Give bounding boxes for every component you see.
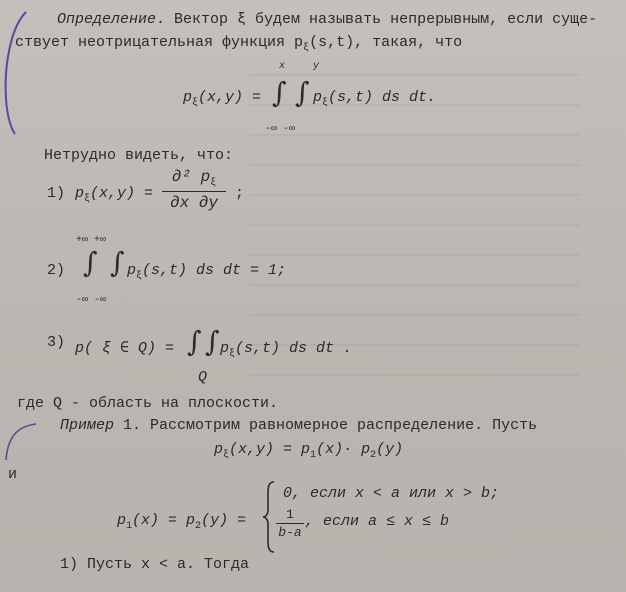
last-line: 1) Пусть x < a. Тогда bbox=[60, 556, 250, 573]
margin-pencil-mark-top bbox=[0, 8, 30, 138]
easy-to-see-text: Нетрудно видеть, что: bbox=[44, 147, 234, 164]
item3-lhs: p( ξ ∈ Q) = bbox=[75, 340, 175, 357]
item1-p: p bbox=[75, 185, 85, 202]
upper-limit-y: y bbox=[313, 61, 320, 72]
item1-tail: ; bbox=[235, 185, 245, 202]
item2-integrand bbox=[127, 262, 286, 285]
example-mid: (x)· p bbox=[316, 441, 371, 458]
item3-integral-1: ∫ bbox=[187, 325, 202, 358]
example-term: Пример bbox=[60, 417, 115, 434]
definition-line-2 bbox=[15, 34, 462, 57]
main-lhs-sub: ξ bbox=[192, 98, 199, 109]
pw-sub1: 1 bbox=[126, 521, 133, 532]
pw-frac-num: 1 bbox=[286, 507, 294, 522]
definition-sub: ξ bbox=[303, 43, 310, 54]
example-end: (y) bbox=[376, 441, 404, 458]
definition-text-2-tail: (s,t), такая, что bbox=[309, 34, 463, 51]
definition-text-2: ствует неотрицательная функция p bbox=[15, 34, 304, 51]
item1-numerator bbox=[162, 168, 226, 189]
piecewise-lhs bbox=[117, 512, 246, 535]
main-integrand-p: p bbox=[313, 89, 323, 106]
item1-numerator-text: ∂² p bbox=[171, 168, 211, 186]
example-p1-sub: 1 bbox=[310, 450, 317, 461]
lower-limits: -∞ -∞ bbox=[265, 124, 296, 135]
item1-fraction bbox=[162, 168, 226, 212]
piecewise-fraction bbox=[276, 507, 304, 540]
definition-term: Определение bbox=[57, 11, 157, 28]
margin-pencil-mark-bottom bbox=[0, 420, 40, 480]
integral-sign-1: ∫ bbox=[272, 76, 287, 109]
item3-number: 3) bbox=[47, 334, 66, 351]
and-word: и bbox=[8, 466, 18, 483]
piecewise-case-1: 0, если x < a или x > b; bbox=[283, 485, 500, 502]
example-rest: (x,y) = p bbox=[229, 441, 311, 458]
example-p: p bbox=[214, 441, 224, 458]
piecewise-brace bbox=[261, 480, 277, 554]
item3-integral-2: ∫ bbox=[205, 325, 220, 358]
example-line bbox=[60, 417, 537, 434]
pw-sub2: 2 bbox=[195, 521, 202, 532]
item1-numerator-sub: ξ bbox=[210, 178, 217, 190]
where-line: где Q - область на плоскости. bbox=[17, 395, 279, 412]
example-sub: ξ bbox=[223, 450, 230, 461]
main-formula-lhs bbox=[183, 89, 261, 112]
pw-mid: (x) = p bbox=[132, 512, 196, 529]
upper-limit-x: x bbox=[279, 61, 286, 72]
main-lhs-p: p bbox=[183, 89, 193, 106]
integral-sign-2: ∫ bbox=[295, 76, 310, 109]
main-integrand-tail: (s,t) ds dt. bbox=[328, 89, 437, 106]
pw-p1: p bbox=[117, 512, 127, 529]
item2-integral-1: ∫ bbox=[83, 246, 98, 279]
example-formula bbox=[214, 441, 403, 464]
item2-tail: (s,t) ds dt = 1; bbox=[142, 262, 287, 279]
item3-tail: (s,t) ds dt . bbox=[235, 340, 353, 357]
pw-frac-bar bbox=[276, 523, 304, 524]
item3-region: Q bbox=[198, 369, 208, 386]
item2-upper-limits: +∞ +∞ bbox=[76, 235, 107, 246]
item3-integrand bbox=[220, 340, 352, 363]
item1-number: 1) bbox=[47, 185, 66, 202]
example-text: 1. Рассмотрим равномерное распределение. Пусть bbox=[114, 417, 538, 434]
definition-text-1: . Вектор ξ будем называть непрерывным, если суще- bbox=[156, 11, 598, 28]
item1-lhs bbox=[75, 185, 153, 208]
piecewise-case-2: , если a ≤ x ≤ b bbox=[305, 513, 450, 530]
item1-denominator: ∂x ∂y bbox=[169, 194, 218, 213]
item2-integral-2: ∫ bbox=[110, 246, 125, 279]
item1-fraction-bar bbox=[162, 191, 226, 192]
item1-sub: ξ bbox=[84, 194, 91, 205]
main-lhs-args: (x,y) = bbox=[198, 89, 262, 106]
item3-p: p bbox=[220, 340, 230, 357]
pw-end: (y) = bbox=[201, 512, 247, 529]
main-integrand-sub: ξ bbox=[322, 98, 329, 109]
item2-lower-limits: -∞ -∞ bbox=[76, 295, 107, 306]
item1-args: (x,y) = bbox=[90, 185, 154, 202]
main-formula-integrand bbox=[313, 89, 436, 112]
item2-p: p bbox=[127, 262, 137, 279]
item2-sub: ξ bbox=[136, 271, 143, 282]
definition-line-1 bbox=[57, 11, 597, 28]
item2-number: 2) bbox=[47, 262, 66, 279]
item3-sub: ξ bbox=[229, 349, 236, 360]
pw-frac-den: b-a bbox=[278, 525, 302, 540]
example-p2-sub: 2 bbox=[370, 450, 377, 461]
